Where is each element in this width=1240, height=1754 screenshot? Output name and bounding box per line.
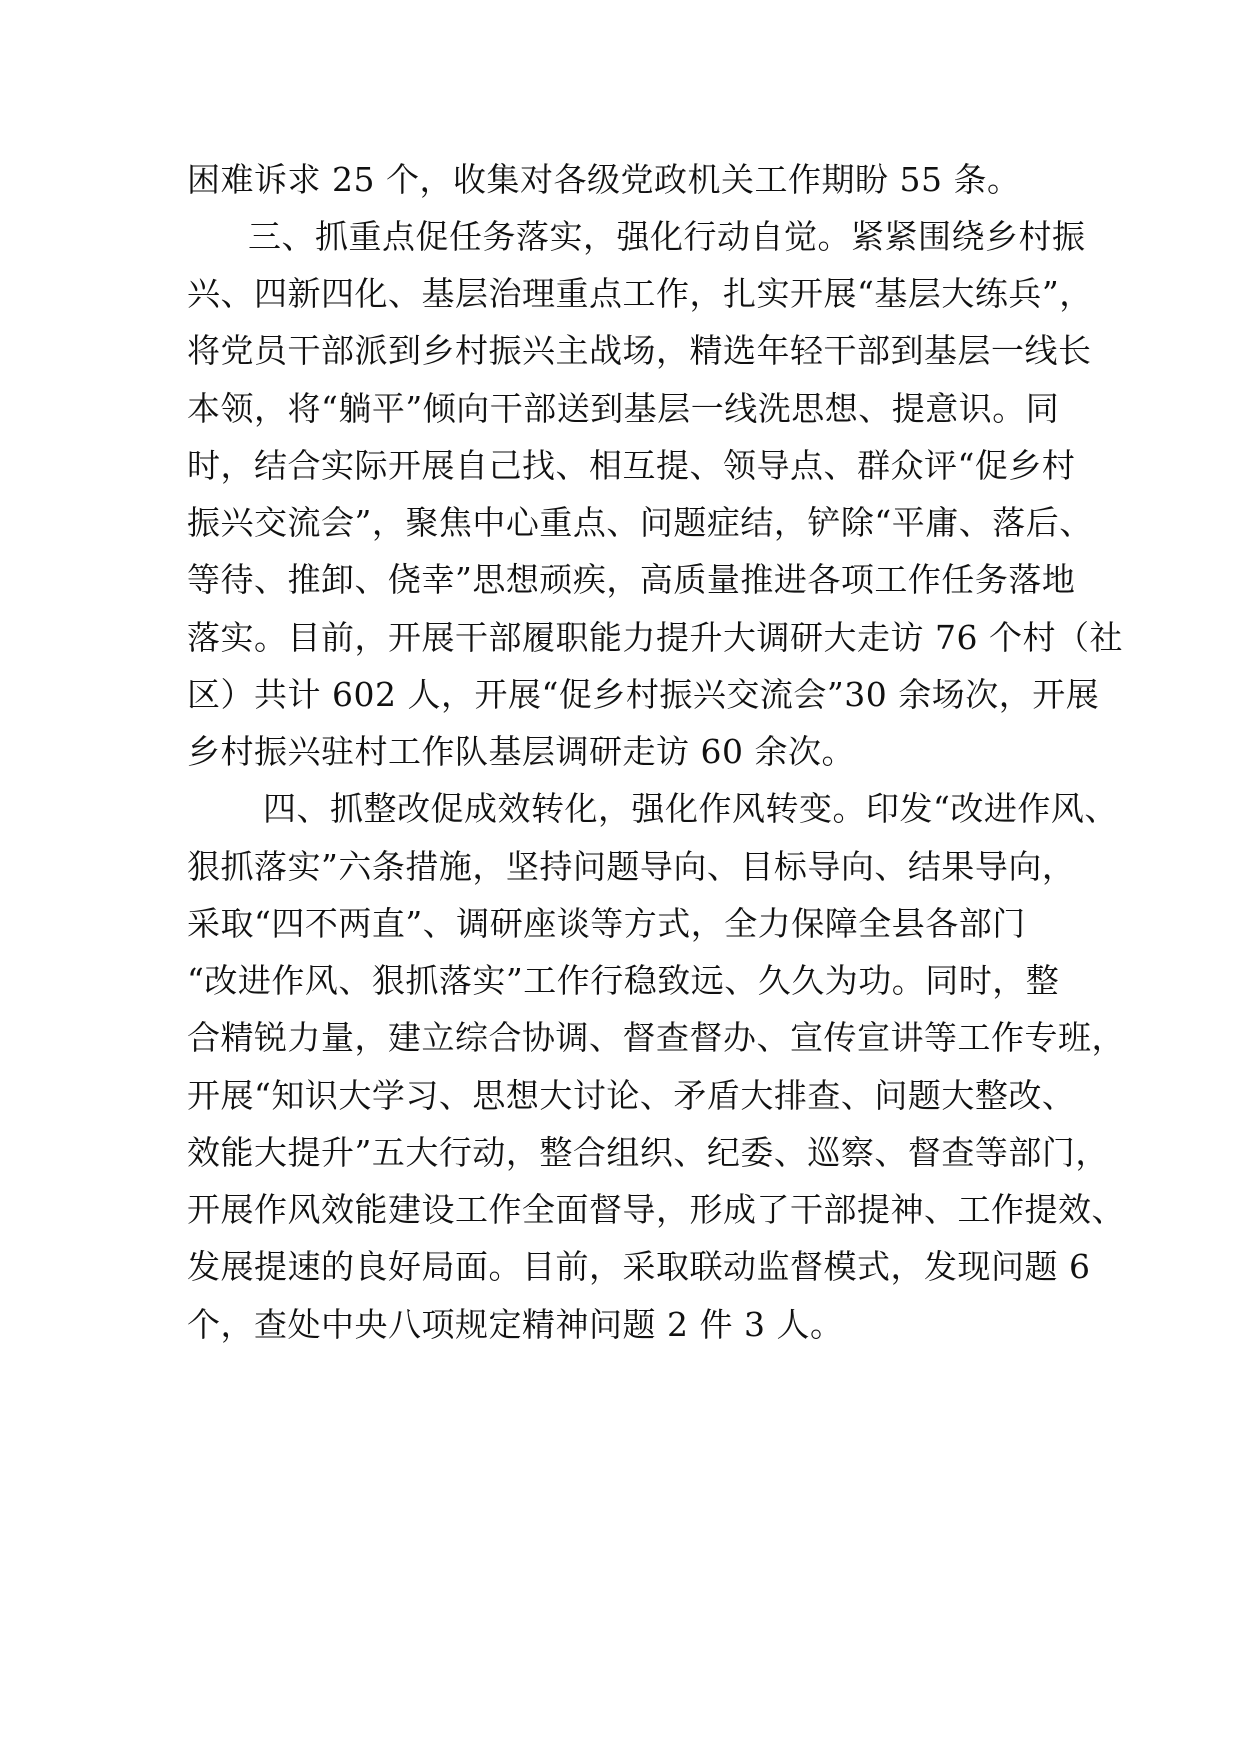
text-line: 合精锐力量，建立综合协调、督查督办、宣传宣讲等工作专班，	[187, 1018, 1125, 1057]
text-line: 区）共计 602 人，开展“促乡村振兴交流会”30 余场次，开展	[187, 675, 1100, 714]
text-line: 个，查处中央八项规定精神问题 2 件 3 人。	[187, 1305, 844, 1344]
text-line: “改进作风、狠抓落实”工作行稳致远、久久为功。同时，整	[187, 961, 1060, 1000]
text-line: 兴、四新四化、基层治理重点工作，扎实开展“基层大练兵”，	[187, 274, 1093, 313]
text-line: 时，结合实际开展自己找、相互提、领导点、群众评“促乡村	[187, 446, 1076, 485]
text-line: 将党员干部派到乡村振兴主战场，精选年轻干部到基层一线长	[187, 331, 1092, 370]
text-line: 狠抓落实”六条措施，坚持问题导向、目标导向、结果导向，	[187, 847, 1076, 886]
text-line: 乡村振兴驻村工作队基层调研走访 60 余次。	[187, 732, 855, 771]
text-line: 采取“四不两直”、调研座谈等方式，全力保障全县各部门	[187, 904, 1026, 943]
text-line: 发展提速的良好局面。目前，采取联动监督模式，发现问题 6	[187, 1247, 1091, 1286]
text-line: 振兴交流会”，聚焦中心重点、问题症结，铲除“平庸、落后、	[187, 503, 1093, 542]
text-line: 困难诉求 25 个，收集对各级党政机关工作期盼 55 条。	[187, 160, 1021, 199]
text-line: 本领，将“躺平”倾向干部送到基层一线洗思想、提意识。同	[187, 389, 1060, 428]
text-line: 等待、推卸、侥幸”思想顽疾，高质量推进各项工作任务落地	[187, 560, 1076, 599]
section-4-heading-line: 四、抓整改促成效转化，强化作风转变。印发“改进作风、	[263, 789, 1118, 828]
text-line: 开展“知识大学习、思想大讨论、矛盾大排查、问题大整改、	[187, 1076, 1076, 1115]
section-3-heading-line: 三、抓重点促任务落实，强化行动自觉。紧紧围绕乡村振	[248, 217, 1086, 256]
text-line: 落实。目前，开展干部履职能力提升大调研大走访 76 个村（社	[187, 618, 1123, 657]
text-line: 效能大提升”五大行动，整合组织、纪委、巡察、督查等部门，	[187, 1133, 1109, 1172]
text-line: 开展作风效能建设工作全面督导，形成了干部提神、工作提效、	[187, 1190, 1125, 1229]
